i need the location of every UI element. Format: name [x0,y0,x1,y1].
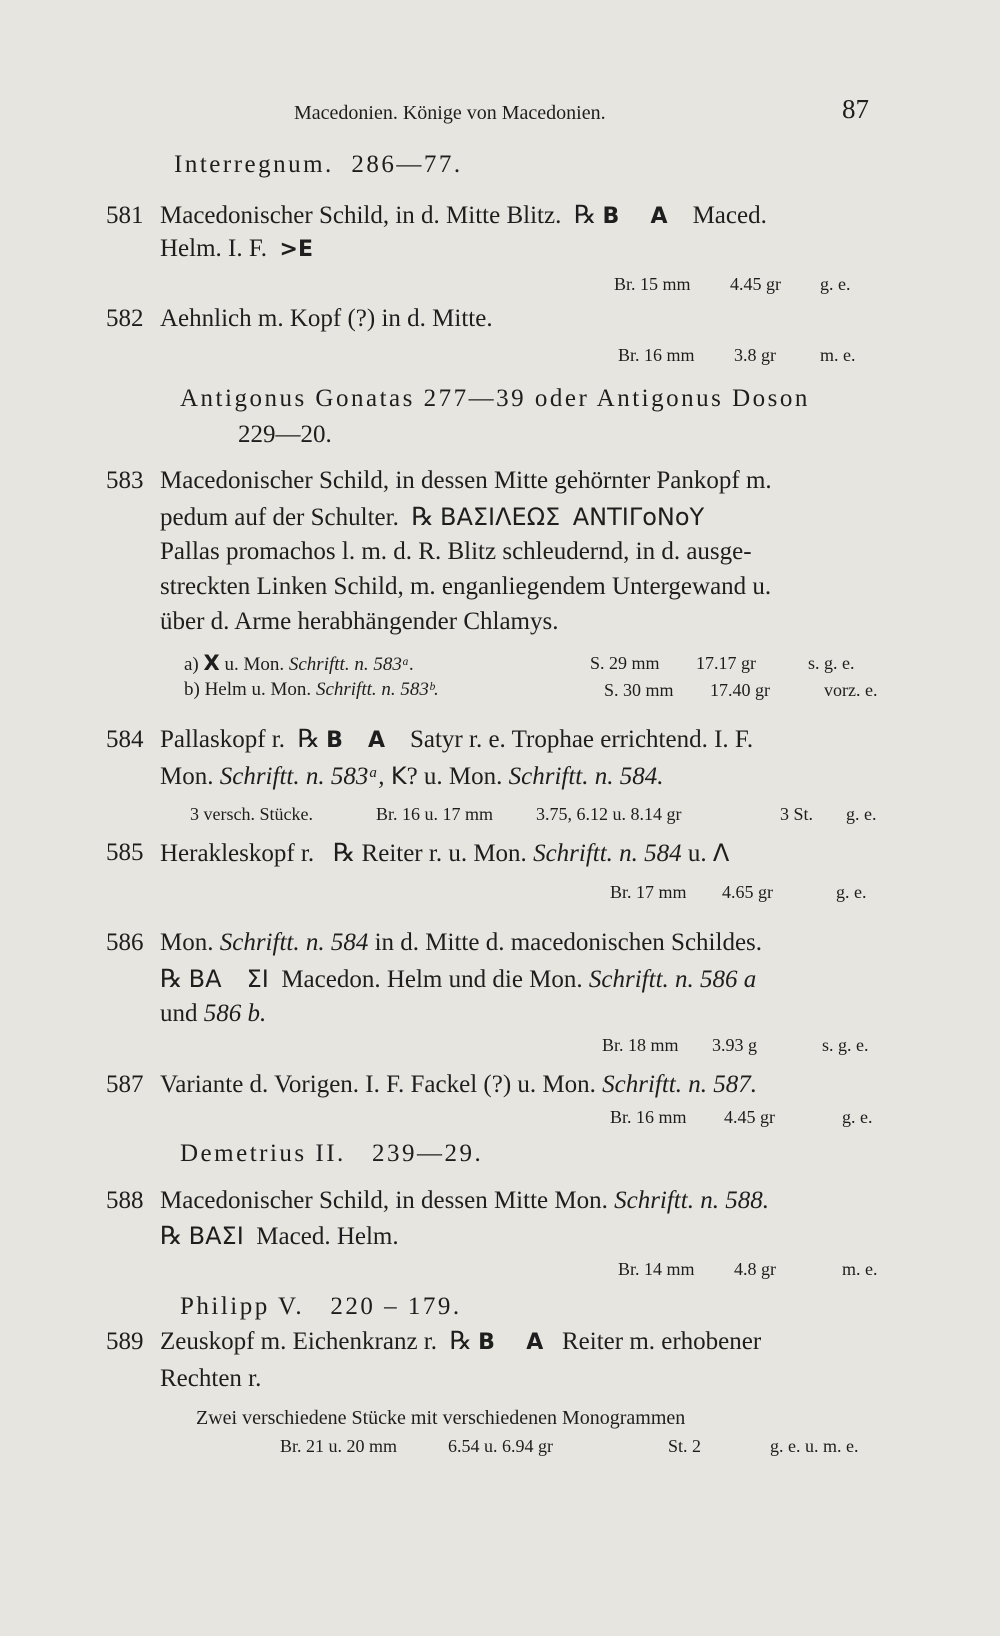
measure-condition: g. e. u. m. e. [770,1436,859,1456]
reverse-symbol: ℞ [332,840,356,867]
measure-size: S. 29 mm [590,653,660,673]
entry-number: 585 [106,839,144,866]
variant-b: b) Helm u. Mon. Schriftt. n. 583ᵇ. [184,679,439,700]
entry-581-line-2: Helm. I. F. >E [160,235,313,262]
entry-584-line-2: Mon. Schriftt. n. 583ᵃ, K? u. Mon. Schriftt. n. 584. [160,762,664,790]
entry-number: 581 [106,202,144,229]
entry-589-line-2: Rechten r. [160,1365,262,1392]
entry-583-line-2: pedum auf der Schulter. ℞ ΒΑΣΙΛΕΩΣ ΑΝΤΙΓoΝoY [160,503,705,531]
entry-586-line-1: Mon. Schriftt. n. 584 in d. Mitte d. macedonischen Schildes. [160,929,763,956]
entry-586-line-2: ℞ BA ΣI Macedon. Helm und die Mon. Schriftt. n. 586 a [160,965,757,993]
measure-size: Br. 16 mm [610,1107,687,1127]
monogram: >E [279,237,313,262]
entry-number: 584 [106,726,144,753]
reverse-symbol: ℞ [297,726,320,753]
measure-condition: m. e. [820,345,856,365]
measure-count: 3 St. [780,804,814,824]
measure-size: Br. 16 u. 17 mm [376,804,494,824]
entry-581-line-1: Macedonischer Schild, in d. Mitte Blitz. ℞ B A Maced. [160,202,767,229]
measure-weight: 3.75, 6.12 u. 8.14 gr [536,804,682,824]
measure-size: Br. 16 mm [618,345,695,365]
measure-weight: 17.17 gr [696,653,756,673]
reverse-symbol: ℞ [411,504,434,531]
measure-condition: m. e. [842,1259,878,1279]
entry-number: 588 [106,1187,144,1214]
section-heading-antigonus: Antigonus Gonatas 277—39 oder Antigonus Doson [180,385,810,412]
entry-583-line-5: über d. Arme herabhängender Chlamys. [160,608,559,635]
measure-weight: 3.8 gr [734,345,776,365]
reverse-symbol: ℞ [160,1223,183,1250]
measure-condition: s. g. e. [822,1035,869,1055]
monogram: Λ [712,839,730,867]
measure-pieces: 3 versch. Stücke. [190,804,313,824]
entry-582-line-1: Aehnlich m. Kopf (?) in d. Mitte. [160,305,493,332]
entry-583-line-3: Pallas promachos l. m. d. R. Blitz schleudernd, in d. ausge- [160,538,752,565]
measure-weight: 17.40 gr [710,680,770,700]
section-heading-interregnum: Interregnum. 286—77. [174,151,463,178]
measure-weight: 3.93 g [712,1035,757,1055]
running-header: Macedonien. Könige von Macedonien. [294,102,606,124]
entry-585-line-1: Herakleskopf r. ℞ Reiter r. u. Mon. Schriftt. n. 584 u. Λ [160,839,730,867]
section-heading-demetrius: Demetrius II. 239—29. [180,1140,484,1167]
measure-size: Br. 18 mm [602,1035,679,1055]
measure-condition: g. e. [820,274,851,294]
measure-count: St. 2 [668,1436,702,1456]
entry-583-line-1: Macedonischer Schild, in dessen Mitte gehörnter Pankopf m. [160,467,772,494]
monogram: K [390,762,407,790]
entry-number: 589 [106,1328,144,1355]
entry-589-note: Zwei verschiedene Stücke mit verschiedenen Monogrammen [196,1407,686,1429]
measure-condition: g. e. [846,804,877,824]
entry-589-line-1: Zeuskopf m. Eichenkranz r. ℞ B A Reiter m. erhobener [160,1328,762,1355]
measure-condition: g. e. [836,882,867,902]
measure-size: Br. 14 mm [618,1259,695,1279]
reverse-symbol: ℞ [160,966,183,993]
variant-a: a) X u. Mon. Schriftt. n. 583ᵃ. [184,651,415,675]
measure-weight: 4.45 gr [730,274,781,294]
measure-size: Br. 17 mm [610,882,687,902]
entry-583-line-4: streckten Linken Schild, m. enganliegendem Untergewand u. [160,573,772,600]
measure-weight: 4.65 gr [722,882,773,902]
entry-number: 582 [106,305,144,332]
measure-weight: 4.45 gr [724,1107,775,1127]
section-heading-philipp: Philipp V. 220 – 179. [180,1293,462,1320]
entry-number: 587 [106,1071,144,1098]
measure-weight: 6.54 u. 6.94 gr [448,1436,553,1456]
entry-number: 583 [106,467,144,494]
entry-584-line-1: Pallaskopf r. ℞ B A Satyr r. e. Trophae errichtend. I. F. [160,726,754,753]
page-number: 87 [842,94,869,124]
entry-586-line-3: und 586 b. [160,1000,267,1027]
measure-condition: g. e. [842,1107,873,1127]
entry-number: 586 [106,929,144,956]
measure-size: Br. 21 u. 20 mm [280,1436,398,1456]
entry-588-line-1: Macedonischer Schild, in dessen Mitte Mon. Schriftt. n. 588. [160,1187,769,1214]
reverse-symbol: ℞ [573,202,597,229]
measure-condition: s. g. e. [808,653,855,673]
measure-condition: vorz. e. [824,680,878,700]
entry-587-line-1: Variante d. Vorigen. I. F. Fackel (?) u. Mon. Schriftt. n. 587. [160,1071,757,1098]
measure-weight: 4.8 gr [734,1259,776,1279]
entry-588-line-2: ℞ ΒΑΣΙ Maced. Helm. [160,1222,399,1250]
measure-size: S. 30 mm [604,680,674,700]
measure-size: Br. 15 mm [614,274,691,294]
reverse-symbol: ℞ [449,1328,472,1355]
section-heading-antigonus-dates: 229—20. [238,421,332,448]
